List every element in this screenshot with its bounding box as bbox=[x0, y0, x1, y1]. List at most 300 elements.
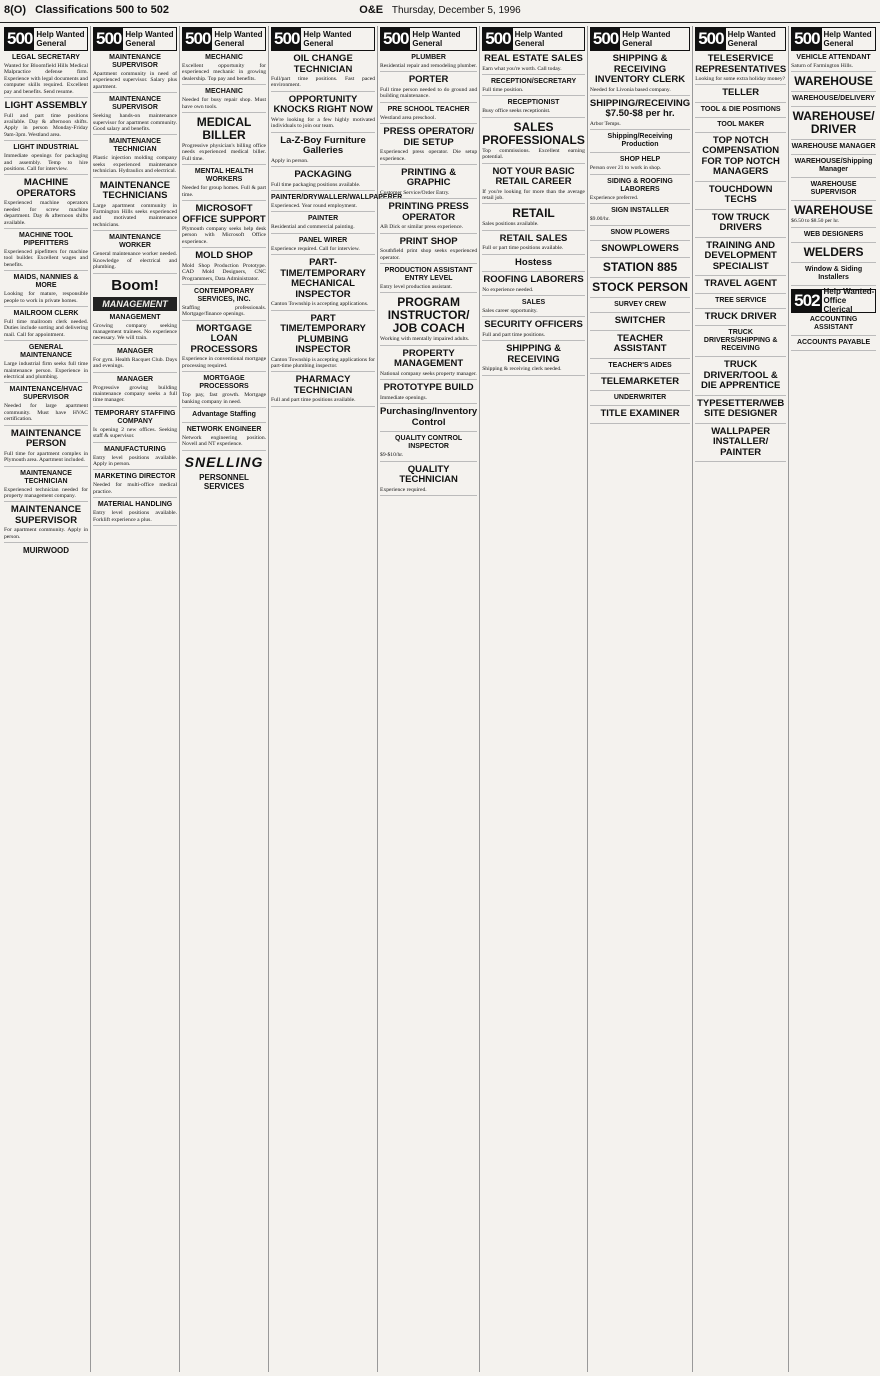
ad-title: MORTGAGE LOAN PROCESSORS bbox=[190, 322, 258, 355]
classified-ad bbox=[695, 312, 786, 327]
classified-ad bbox=[182, 324, 266, 372]
classified-ad bbox=[482, 99, 585, 117]
ad-title: PRINTING PRESS OPERATOR bbox=[388, 201, 469, 223]
category-label: Help Wanted General bbox=[514, 30, 563, 48]
ad-title: Purchasing/Inventory Control bbox=[380, 406, 478, 428]
ad-title: PROPERTY MANAGEMENT bbox=[394, 347, 464, 370]
classified-ad bbox=[590, 281, 690, 298]
ad-title: REAL ESTATE SALES bbox=[484, 53, 583, 64]
ad-body: Full time position. bbox=[482, 86, 524, 93]
classified-ad bbox=[482, 320, 585, 341]
classified-ad bbox=[182, 168, 266, 201]
classified-ad bbox=[590, 394, 690, 406]
category-header bbox=[695, 27, 786, 51]
classified-ad bbox=[380, 54, 477, 72]
classified-ad bbox=[482, 207, 585, 230]
classified-ad bbox=[380, 168, 477, 199]
ad-title: LEGAL SECRETARY bbox=[12, 54, 80, 61]
classified-ad bbox=[182, 88, 266, 113]
ad-body: Full/part time positions. Fast paced environment. bbox=[271, 76, 376, 89]
ad-body: Full and part time positions available. bbox=[271, 397, 356, 404]
ad-title: TRUCK DRIVER bbox=[704, 310, 777, 322]
ad-body: $6.50 to $8.50 per hr. bbox=[791, 218, 840, 225]
classified-ad bbox=[4, 386, 88, 425]
classified-ad bbox=[271, 258, 375, 310]
ad-body: Needed for group homes. Full & part time. bbox=[182, 185, 267, 198]
ad-body: Network engineering position. Novell and NT experience. bbox=[182, 434, 267, 448]
classified-ad bbox=[93, 138, 177, 177]
category-header bbox=[182, 27, 266, 51]
ad-body: Residential repair and remodeling plumber. bbox=[380, 63, 478, 69]
classified-ad bbox=[590, 409, 690, 424]
ad-body: Experience in conventional mortgage processing required. bbox=[182, 356, 267, 369]
ad-title: GENERAL MAINTENANCE bbox=[20, 344, 72, 360]
classified-ad bbox=[590, 261, 690, 278]
ad-title: SIDING & ROOFING LABORERS bbox=[607, 177, 673, 193]
ad-title: WAREHOUSE bbox=[794, 74, 873, 89]
ad-title: TEACHER ASSISTANT bbox=[613, 332, 667, 355]
ad-body: Is opening 2 new offices. Seeking staff & supervisor. bbox=[93, 426, 178, 440]
classified-ad bbox=[482, 78, 585, 96]
classified-ad bbox=[695, 185, 786, 210]
classified-ad bbox=[271, 170, 375, 191]
ad-body: $9.00/hr. bbox=[589, 216, 610, 223]
ad-title: TEACHER'S AIDES bbox=[608, 361, 672, 369]
classified-ad bbox=[590, 362, 690, 374]
ad-title: SNOW PLOWERS bbox=[610, 228, 670, 236]
ad-title: PRINTING & GRAPHIC bbox=[401, 166, 457, 189]
classified-ad bbox=[791, 143, 876, 155]
classified-ad bbox=[93, 181, 177, 232]
ad-title: VEHICLE ATTENDANT bbox=[796, 54, 871, 61]
ad-title: MARKETING DIRECTOR bbox=[94, 473, 176, 481]
ad-title: SIGN INSTALLER bbox=[611, 207, 669, 215]
classified-ad bbox=[380, 267, 477, 293]
classified-ad bbox=[482, 258, 585, 273]
ad-body: Immediate openings. bbox=[380, 394, 427, 401]
ad-body: Large industrial firm seeks full time maintenance person. Experience in electrical and plumbing. bbox=[4, 361, 89, 381]
ad-body: Entry level positions available. Apply in person. bbox=[93, 454, 178, 467]
ad-title: TOP NOTCH COMPENSATION FOR TOP NOTCH MANAGERS bbox=[701, 134, 780, 178]
ad-body: Plastic injection molding company seeks experienced maintenance technician. Hydraulics and electrical. bbox=[93, 155, 178, 175]
ad-body: Growing company seeking management trainees. No experience necessary. We will train. bbox=[93, 322, 178, 342]
ad-title: MAINTENANCE SUPERVISOR bbox=[109, 54, 161, 69]
ad-title: PART TIME/TEMPORARY PLUMBING INSPECTOR bbox=[280, 312, 366, 356]
ad-title: RETAIL SALES bbox=[499, 232, 568, 244]
classified-ad bbox=[380, 237, 477, 264]
category-label: Help Wanted General bbox=[727, 30, 776, 48]
ad-body: Apartment community in need of experienced supervisor. Salary plus apartment. bbox=[93, 71, 178, 90]
ad-body: General maintenance worker needed. Knowledge of electrical and plumbing. bbox=[93, 251, 178, 271]
ad-title: WAREHOUSE SUPERVISOR bbox=[810, 181, 857, 197]
ad-title: NOT YOUR BASIC RETAIL CAREER bbox=[492, 165, 575, 188]
ad-title: SECURITY OFFICERS bbox=[484, 319, 583, 331]
ad-body: Entry level positions available. Forklift experience a plus. bbox=[93, 510, 178, 523]
ad-body: Full time mailroom clerk needed. Duties include sorting and delivering mail. Call for appointment. bbox=[4, 319, 89, 338]
management-banner: MANAGEMENT bbox=[93, 297, 177, 311]
ad-body: Progressive physician's billing office needs experienced medical biller. Full time. bbox=[182, 143, 267, 162]
ad-title: PRE SCHOOL TEACHER bbox=[387, 105, 470, 113]
classified-ad bbox=[590, 334, 690, 359]
classified-ad bbox=[695, 241, 786, 277]
ad-body: Large apartment community in Farmington Hills seeks experienced and motivated maintenance technicians. bbox=[93, 202, 178, 228]
ad-title: WAREHOUSE/DELIVERY bbox=[792, 95, 875, 103]
ad-body: Canton Township is accepting applications for part-time plumbing inspector. bbox=[271, 356, 376, 369]
ad-title: PRODUCTION ASSISTANT ENTRY LEVEL bbox=[384, 267, 473, 283]
category-label: Help Wanted General bbox=[36, 30, 85, 48]
ad-body: Needed for large apartment community. Must have HVAC certification. bbox=[4, 403, 89, 423]
classified-ad bbox=[695, 213, 786, 238]
column-1 bbox=[2, 26, 91, 1372]
classified-ad bbox=[695, 121, 786, 133]
category-header bbox=[482, 27, 585, 51]
ad-title: STOCK PERSON bbox=[592, 280, 688, 295]
ad-body: Sales positions available. bbox=[482, 221, 539, 228]
classified-ad bbox=[93, 446, 177, 471]
classified-ad bbox=[93, 501, 177, 526]
ad-title: CONTEMPORARY SERVICES, INC. bbox=[194, 288, 255, 303]
category-number: 500 bbox=[485, 29, 511, 48]
ad-title: SHIPPING & RECEIVING INVENTORY CLERK bbox=[594, 53, 686, 85]
column-6 bbox=[480, 26, 588, 1372]
ad-title: MOLD SHOP bbox=[195, 250, 253, 262]
ad-title: MAIDS, NANNIES & MORE bbox=[13, 274, 79, 290]
classified-ad bbox=[482, 275, 585, 296]
ad-title: TEMPORARY STAFFING COMPANY bbox=[94, 409, 176, 425]
ad-title: LIGHT INDUSTRIAL bbox=[13, 144, 79, 152]
ad-title: MANAGER bbox=[116, 347, 154, 355]
classified-ad bbox=[791, 95, 876, 107]
classified-ad bbox=[4, 505, 88, 543]
ad-body: Plymouth company seeks help desk person with Microsoft Office experience. bbox=[182, 226, 267, 245]
ad-title: MANUFACTURING bbox=[104, 445, 166, 453]
classified-ad bbox=[380, 435, 477, 461]
ad-title: TRUCK DRIVERS/SHIPPING & RECEIVING bbox=[703, 329, 778, 353]
ad-title: STATION 885 bbox=[602, 260, 678, 275]
classified-ad bbox=[695, 329, 786, 357]
advertiser-logo-sub: PERSONNEL SERVICES bbox=[199, 472, 249, 491]
classified-ad bbox=[380, 75, 477, 102]
ad-body: Needed for busy repair shop. Must have own tools. bbox=[182, 97, 267, 110]
ad-title: TRAVEL AGENT bbox=[704, 278, 777, 290]
classified-ad bbox=[695, 106, 786, 118]
classified-ad bbox=[590, 229, 690, 241]
classified-ad bbox=[791, 204, 876, 227]
ad-body: Apply in person. bbox=[271, 157, 309, 164]
ad-body: Full time for apartment complex in Plymouth area. Apartment included. bbox=[4, 450, 89, 464]
classified-ad bbox=[695, 399, 786, 424]
classified-ad bbox=[482, 121, 585, 164]
ad-title: TYPESETTER/WEB SITE DESIGNER bbox=[697, 397, 785, 420]
classified-ad bbox=[791, 54, 876, 72]
issue-date: Thursday, December 5, 1996 bbox=[391, 5, 521, 16]
classified-ad bbox=[590, 54, 690, 96]
category-header bbox=[791, 27, 876, 51]
ad-body: Southfield print shop seeks experienced operator. bbox=[380, 248, 478, 261]
ad-body: Looking for some extra holiday money? bbox=[695, 76, 786, 82]
ad-body: Shipping & receiving clerk needed. bbox=[482, 366, 562, 373]
ad-title: TRAINING AND DEVELOPMENT SPECIALIST bbox=[704, 239, 777, 272]
ad-title: WEB DESIGNERS bbox=[803, 230, 864, 238]
ad-title: PROTOTYPE BUILD bbox=[383, 382, 474, 394]
classified-ad bbox=[182, 375, 266, 408]
classified-ad bbox=[93, 54, 177, 93]
category-label: Help Wanted General bbox=[125, 30, 174, 48]
ad-title: RETAIL bbox=[512, 206, 555, 221]
ad-body: Full or part time positions available. bbox=[482, 245, 564, 252]
ad-body: Needed for multi-office medical practice. bbox=[93, 482, 178, 495]
ad-title: TELEMARKETER bbox=[600, 375, 680, 387]
ad-body: Working with mentally impaired adults. bbox=[380, 336, 470, 343]
ad-body: Experienced press operator. Die setup experience. bbox=[380, 149, 478, 162]
ad-body: National company seeks property manager. bbox=[380, 370, 477, 377]
ad-title: QUALITY CONTROL INSPECTOR bbox=[395, 435, 463, 451]
column-2 bbox=[91, 26, 180, 1372]
category-header bbox=[791, 289, 876, 313]
classified-ad bbox=[791, 316, 876, 336]
ad-title: TRUCK DRIVER/TOOL & DIE APPRENTICE bbox=[700, 359, 781, 392]
classified-ad bbox=[182, 204, 266, 248]
ad-title: MAINTENANCE PERSON bbox=[10, 427, 82, 450]
ad-title: TREE SERVICE bbox=[715, 296, 767, 304]
ad-title: ROOFING LABORERS bbox=[483, 274, 584, 286]
classified-ad bbox=[590, 133, 690, 153]
classified-ad bbox=[590, 377, 690, 392]
ad-body: For apartment community. Apply in person. bbox=[4, 527, 89, 540]
category-header bbox=[4, 27, 88, 51]
ad-body: Progressive growing building maintenance company seeks a full time manager. bbox=[93, 384, 178, 404]
ad-title: MAINTENANCE/HVAC SUPERVISOR bbox=[9, 386, 83, 402]
classified-ad bbox=[482, 234, 585, 255]
ad-body: Mold Shop Production Prototype. CAD Mold Designers, CNC Programmers, Data Administrator. bbox=[182, 262, 267, 282]
classified-ad bbox=[182, 116, 266, 165]
classified-ad bbox=[271, 314, 375, 373]
ad-title: SNOWPLOWERS bbox=[601, 242, 679, 254]
ad-body: Full time person needed to do ground and building maintenance. bbox=[380, 86, 478, 100]
classified-ad bbox=[791, 231, 876, 243]
classified-ad bbox=[482, 344, 585, 375]
paper-name: O&E bbox=[359, 4, 384, 16]
classified-ad bbox=[182, 54, 266, 85]
ad-body: Seeking hands-on maintenance supervisor for apartment community. Good salary and benefits. bbox=[93, 113, 178, 133]
ad-title: ACCOUNTING ASSISTANT bbox=[809, 315, 858, 331]
ad-title: WAREHOUSE/Shipping Manager bbox=[794, 158, 873, 174]
classified-ad bbox=[695, 88, 786, 103]
ad-body: Experienced technician needed for property management company. bbox=[4, 486, 89, 499]
classified-ad bbox=[380, 106, 477, 124]
ad-title: MAINTENANCE WORKER bbox=[109, 234, 161, 250]
ad-title: PRESS OPERATOR/ DIE SETUP bbox=[383, 126, 474, 148]
classified-ad bbox=[93, 348, 177, 373]
category-number: 500 bbox=[794, 29, 820, 48]
classified-ad bbox=[482, 299, 585, 317]
ad-title: SHOP HELP bbox=[619, 156, 661, 164]
ad-title: PAINTER bbox=[307, 215, 339, 223]
classified-ad bbox=[590, 244, 690, 259]
ad-title: NETWORK ENGINEER bbox=[186, 425, 262, 433]
ad-title: SALES PROFESSIONALS bbox=[482, 119, 585, 147]
classified-ad bbox=[4, 54, 88, 98]
masthead-center bbox=[0, 4, 880, 16]
ad-title: PROGRAM INSTRUCTOR/ JOB COACH bbox=[387, 295, 470, 336]
category-number: 500 bbox=[383, 29, 409, 48]
ad-title: WALLPAPER INSTALLER/ PAINTER bbox=[711, 425, 771, 458]
classified-ad bbox=[93, 96, 177, 135]
ad-body: Entry level production assistant. bbox=[380, 284, 453, 291]
category-number: 502 bbox=[794, 290, 820, 310]
classified-ad bbox=[4, 232, 88, 271]
page-number: 8(O) bbox=[4, 4, 26, 16]
classified-ad bbox=[4, 178, 88, 229]
ad-body: Wanted for Bloomfield Hills Medical Malpractice defense firm. Experience with legal documents and computer skills required. Excellent pay and benefits. Send resume. bbox=[4, 63, 89, 95]
ad-title: MAINTENANCE SUPERVISOR bbox=[10, 504, 82, 526]
classified-ad bbox=[791, 181, 876, 201]
classified-ad bbox=[4, 344, 88, 383]
ad-body: We're looking for a few highly motivated individuals to join our team. bbox=[271, 116, 376, 130]
ad-body: Saturn of Farmington Hills. bbox=[791, 63, 853, 69]
classified-ad bbox=[271, 215, 375, 233]
ad-body: Full and part time positions available. Day & afternoon shifts. Apply in person Monday-Friday 9am-3pm. Westland area. bbox=[4, 112, 89, 138]
ad-title: MACHINE OPERATORS bbox=[16, 177, 76, 199]
ad-body: Residential and commercial painting. bbox=[271, 224, 355, 231]
ad-body: Looking for mature, responsible people to work in private homes. bbox=[4, 291, 89, 304]
classified-ad bbox=[791, 246, 876, 263]
ad-title: MANAGER bbox=[116, 375, 154, 383]
classified-ad bbox=[182, 426, 266, 451]
ad-title: QUALITY TECHNICIAN bbox=[399, 463, 458, 486]
ad-body: Experience required. Call for interview. bbox=[271, 245, 360, 252]
ad-title: SWITCHER bbox=[614, 315, 666, 327]
ad-title: MORTGAGE PROCESSORS bbox=[199, 375, 249, 391]
category-label: Help Wanted General bbox=[412, 30, 461, 48]
category-header bbox=[380, 27, 477, 51]
category-number: 500 bbox=[7, 29, 33, 48]
ad-title: MAINTENANCE TECHNICIAN bbox=[109, 138, 161, 154]
ad-body: If you're looking for more than the average retail job. bbox=[482, 188, 585, 201]
ad-body: Experienced. Year round employment. bbox=[271, 202, 358, 209]
classified-ad bbox=[590, 301, 690, 313]
ad-body: Westland area preschool. bbox=[380, 114, 436, 121]
classified-ad bbox=[93, 376, 177, 407]
ad-title: La-Z-Boy Furniture Galleries bbox=[280, 134, 366, 157]
category-number: 500 bbox=[185, 29, 211, 48]
ad-title: MAINTENANCE TECHNICIAN bbox=[20, 469, 72, 485]
ad-title: LIGHT ASSEMBLY bbox=[4, 100, 88, 112]
ad-title: TITLE EXAMINER bbox=[600, 408, 680, 420]
ad-title: SURVEY CREW bbox=[614, 301, 666, 309]
classified-ad bbox=[791, 158, 876, 178]
ad-body: Experienced machine operators needed for screw machine department. Day & afternoon shifts available. bbox=[4, 200, 89, 226]
classified-ad bbox=[380, 407, 477, 432]
classified-ad bbox=[271, 54, 375, 92]
masthead bbox=[0, 0, 880, 23]
ad-title: TOUCHDOWN TECHS bbox=[708, 183, 773, 206]
ad-body: Top commissions. Excellent earning potential. bbox=[482, 147, 585, 161]
ad-title: UNDERWRITER bbox=[613, 394, 667, 402]
column-5 bbox=[378, 26, 480, 1372]
advertiser-logo: MUIRWOOD bbox=[22, 546, 70, 556]
classified-ad bbox=[182, 288, 266, 321]
classified-ad bbox=[695, 360, 786, 396]
ad-title: TELLER bbox=[722, 87, 760, 99]
category-number: 500 bbox=[96, 29, 122, 48]
classified-ad bbox=[93, 410, 177, 443]
ad-body: Experience preferred. bbox=[589, 194, 639, 201]
classified-columns bbox=[2, 26, 878, 1372]
classified-ad bbox=[590, 207, 690, 225]
ad-body: Staffing professionals. Mortgage/finance openings. bbox=[182, 305, 267, 318]
ad-title: WELDERS bbox=[803, 244, 864, 259]
classified-ad bbox=[590, 178, 690, 204]
category-header bbox=[271, 27, 375, 51]
category-header bbox=[590, 27, 690, 51]
ad-body: Experience required. bbox=[380, 486, 427, 493]
ad-title: Hostess bbox=[515, 256, 553, 268]
ad-title: MANAGEMENT bbox=[109, 313, 161, 321]
classified-ad bbox=[93, 234, 177, 273]
classified-ad bbox=[4, 274, 88, 307]
classified-ad bbox=[482, 54, 585, 75]
ad-body: Earn what you're worth. Call today. bbox=[482, 65, 562, 72]
classified-ad bbox=[4, 144, 88, 175]
classified-ad bbox=[380, 296, 477, 345]
ad-title: MAINTENANCE TECHNICIANS bbox=[99, 179, 171, 202]
classified-ad bbox=[380, 465, 477, 496]
ad-title: PORTER bbox=[408, 74, 449, 86]
classified-ad bbox=[271, 95, 375, 133]
category-number: 500 bbox=[592, 29, 619, 48]
category-label: Help Wanted General bbox=[214, 30, 263, 48]
classified-ad bbox=[4, 429, 88, 467]
advertiser-logo: Boom! bbox=[111, 276, 159, 294]
ad-title: OIL CHANGE TECHNICIAN bbox=[293, 53, 353, 75]
ad-title: TOOL MAKER bbox=[717, 120, 765, 128]
classified-ad bbox=[271, 193, 403, 212]
ad-body: Full time packaging positions available. bbox=[271, 181, 361, 188]
column-9 bbox=[789, 26, 878, 1372]
ad-title: MAINTENANCE SUPERVISOR bbox=[109, 96, 161, 112]
ad-body: $9-$10/hr. bbox=[380, 452, 404, 459]
ad-title: PLUMBER bbox=[411, 54, 446, 61]
classified-ad bbox=[590, 316, 690, 331]
classified-ad bbox=[4, 470, 88, 503]
ad-title: RECEPTIONIST bbox=[507, 99, 560, 107]
ad-body: Full and part time positions. bbox=[482, 331, 546, 338]
ad-body: Canton Township is accepting applications. bbox=[271, 301, 369, 308]
ad-title: WAREHOUSE bbox=[794, 203, 873, 218]
classified-ad bbox=[380, 383, 477, 404]
ad-body: For gym. Health Racquet Club. Days and evenings. bbox=[93, 356, 178, 370]
ad-title: OPPORTUNITY KNOCKS RIGHT NOW bbox=[273, 93, 373, 116]
classified-ad bbox=[380, 202, 477, 233]
ad-body: Experienced pipefitters for machine tool builder. Excellent wages and benefits. bbox=[4, 249, 89, 268]
category-header bbox=[93, 27, 177, 51]
ad-title: SALES bbox=[521, 299, 546, 307]
category-number: 500 bbox=[698, 29, 724, 48]
ad-title: MENTAL HEALTH WORKERS bbox=[194, 168, 254, 184]
section-title: Classifications 500 to 502 bbox=[35, 4, 169, 16]
classified-ad bbox=[695, 279, 786, 294]
ad-title: MECHANIC bbox=[205, 54, 243, 61]
ad-body: Busy office seeks receptionist. bbox=[482, 108, 551, 115]
classified-ad bbox=[695, 297, 786, 309]
classified-ad bbox=[271, 136, 375, 167]
ad-title: MEDICAL BILLER bbox=[196, 115, 252, 143]
ad-title: PHARMACY TECHNICIAN bbox=[293, 374, 353, 396]
ad-title: MAILROOM CLERK bbox=[13, 310, 79, 318]
ad-title: TOW TRUCK DRIVERS bbox=[711, 211, 770, 234]
category-label: Help Wanted-Office Clerical bbox=[823, 287, 875, 315]
